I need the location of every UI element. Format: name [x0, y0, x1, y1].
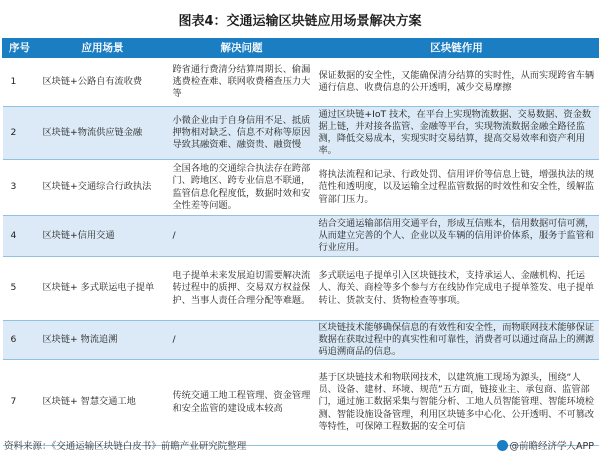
row-role: 通过区块链+IoT 技术，在平台上实现物流数据、交易数据、资金数据上链，并对接各监管、金融等平台，实现物流数据金融全路径监测，降低交易成本，实现实时交易结算，提高交易效率和资产利用率。	[315, 107, 599, 160]
row-problem: 电子提单未来发展迫切需要解决流转过程中的质押、交易双方权益保护、当事人责任合理分配等难题。	[169, 257, 315, 321]
row-problem: /	[169, 321, 315, 360]
table-header-row	[3, 39, 599, 58]
brand-logo-icon	[497, 440, 508, 451]
row-role: 结合交通运输部信用交通平台，形成互信账本，信用数据可信可溯，从而建立完善的个人、企业以及车辆的信用评价体系，服务于监管和行业应用。	[315, 216, 599, 257]
header-scene: 应用场景	[37, 39, 169, 58]
row-scene: 区块链+交通综合行政执法	[37, 160, 169, 216]
row-no: 6	[3, 321, 37, 360]
row-problem: /	[169, 216, 315, 257]
row-no: 7	[3, 360, 37, 446]
row-role: 区块链技术能够确保信息的有效性和安全性，而物联网技术能够保证数据在获取过程中的真实性和可靠性，消费者可以通过商品上的溯源码追溯商品的信息。	[315, 321, 599, 360]
table-row	[3, 107, 599, 160]
table-row	[3, 321, 599, 360]
row-problem: 全国各地的交通综合执法存在跨部门、跨地区、跨专业信息不联通，监管信息化程度低，数据时效和安全性差等问题。	[169, 160, 315, 216]
row-no: 5	[3, 257, 37, 321]
row-problem: 小微企业由于自身信用不足、抵质押物相对缺乏、信息不对称等原因导致其融资难、融资贵、融资慢	[169, 107, 315, 160]
row-scene: 区块链+ 智慧交通工地	[37, 360, 169, 446]
row-problem: 跨省通行费清分结算周期长、偷漏逃费检查难、联网收费稽查压力大等	[169, 58, 315, 107]
row-problem: 传统交通工地工程管理、资金管理和安全监管的建设成本较高	[169, 360, 315, 446]
table-row	[3, 160, 599, 216]
row-scene: 区块链+信用交通	[37, 216, 169, 257]
row-no: 4	[3, 216, 37, 257]
row-role: 保证数据的安全性，又能确保清分结算的实时性，从而实现跨省车辆通行信息、收费信息的公开透明，减少交易摩擦	[315, 58, 599, 107]
solutions-table	[2, 38, 599, 446]
header-no: 序号	[3, 39, 37, 58]
row-role: 多式联运电子提单引入区块链技术，支持承运人、金融机构、托运人、海关、商检等多个参与方在线协作完成电子提单签发、电子提单转让、货款支付、货物检查等事项。	[315, 257, 599, 321]
row-scene: 区块链+ 物流追溯	[37, 321, 169, 360]
header-role: 区块链作用	[315, 39, 599, 58]
table-row	[3, 360, 599, 446]
row-scene: 区块链+物流供应链金融	[37, 107, 169, 160]
row-role: 基于区块链技术和物联网技术，以建筑施工现场为源头，围绕“人员、设备、建材、环境、规范”五方面，链接业主、承包商、监管部门，通过施工数据采集与智能分析、工地人员智能管理、智能环境检测、智能设施设备管理，利用区块链多中心化、公开透明、不可篡改等特性，可保障工程数据的安全可信	[315, 360, 599, 446]
table-row	[3, 257, 599, 321]
row-scene: 区块链+ 多式联运电子提单	[37, 257, 169, 321]
row-scene: 区块链+公路自有流收费	[37, 58, 169, 107]
row-no: 2	[3, 107, 37, 160]
table-row	[3, 58, 599, 107]
table-row	[3, 216, 599, 257]
row-no: 1	[3, 58, 37, 107]
brand-label: @前瞻经济学人APP	[509, 441, 594, 452]
brand-credit	[497, 438, 594, 452]
row-role: 将执法流程和记录、行政处罚、信用评价等信息上链，增强执法的规范性和透明度，以及运输全过程监管数据的时效性和安全性，缓解监管部门压力。	[315, 160, 599, 216]
header-problem: 解决问题	[169, 39, 315, 58]
source-note: 资料来源：《交通运输区块链白皮书》前瞻产业研究院整理	[4, 441, 247, 452]
row-no: 3	[3, 160, 37, 216]
page-title: 图表4：交通运输区块链应用场景解决方案	[178, 14, 422, 29]
